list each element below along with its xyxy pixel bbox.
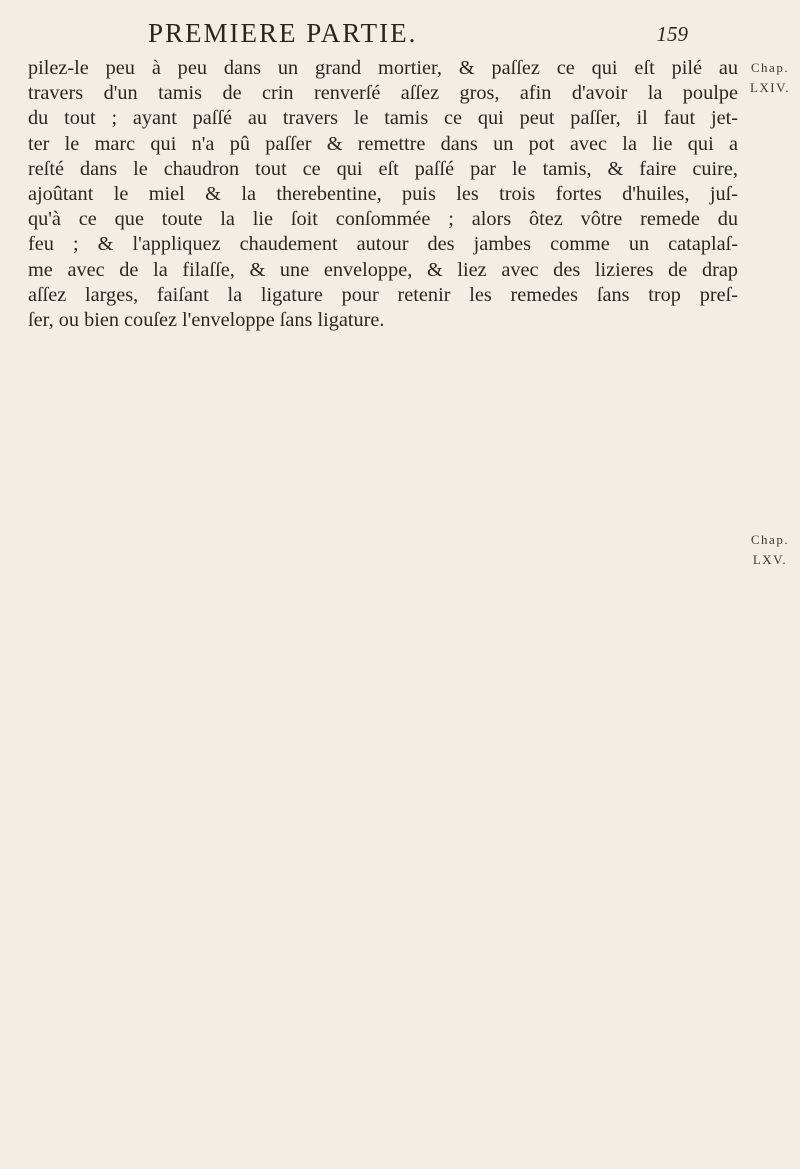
text-line: travers d'un tamis de crin renverſé aſſez gros, afin d'avoir la poulpe [28, 82, 738, 105]
page-number: 159 [656, 22, 688, 46]
paragraph-1 [28, 56, 738, 333]
text-line: qu'à ce que toute la lie ſoit conſommée ; alors ôtez vôtre remede du [28, 208, 738, 231]
margin-note-number: LXV. [752, 552, 788, 567]
text-line: feu ; & l'appliquez chaudement autour des jambes comme un cataplaſ- [28, 233, 738, 256]
text-line: du tout ; ayant paſſé au travers le tamis ce qui peut paſſer, il faut jet- [28, 107, 738, 130]
margin-note-number: LXIV. [749, 80, 791, 95]
text-line: ajoûtant le miel & la therebentine, puis les trois fortes d'huiles, juſ- [28, 183, 738, 206]
text-line: ter le marc qui n'a pû paſſer & remettre dans un pot avec la lie qui a [28, 132, 738, 155]
text-line: aſſez larges, faiſant la ligature pour retenir les remedes ſans trop preſ- [28, 283, 738, 306]
margin-note-label: Chap. [750, 60, 790, 75]
margin-note-chapter-65 [742, 530, 798, 570]
text-line: reſté dans le chaudron tout ce qui eſt paſſé par le tamis, & faire cuire, [28, 157, 738, 180]
page-header [148, 18, 688, 52]
running-head: PREMIERE PARTIE. [148, 18, 418, 48]
margin-note-chapter-64 [742, 58, 798, 98]
margin-note-label: Chap. [750, 532, 790, 547]
text-line: pilez-le peu à peu dans un grand mortier, & paſſez ce qui eſt pilé au [28, 57, 738, 79]
text-line: me avec de la filaſſe, & une enveloppe, & liez avec des lizieres de drap [28, 258, 738, 281]
text-line: ſer, ou bien couſez l'enveloppe ſans ligature. [28, 309, 385, 332]
